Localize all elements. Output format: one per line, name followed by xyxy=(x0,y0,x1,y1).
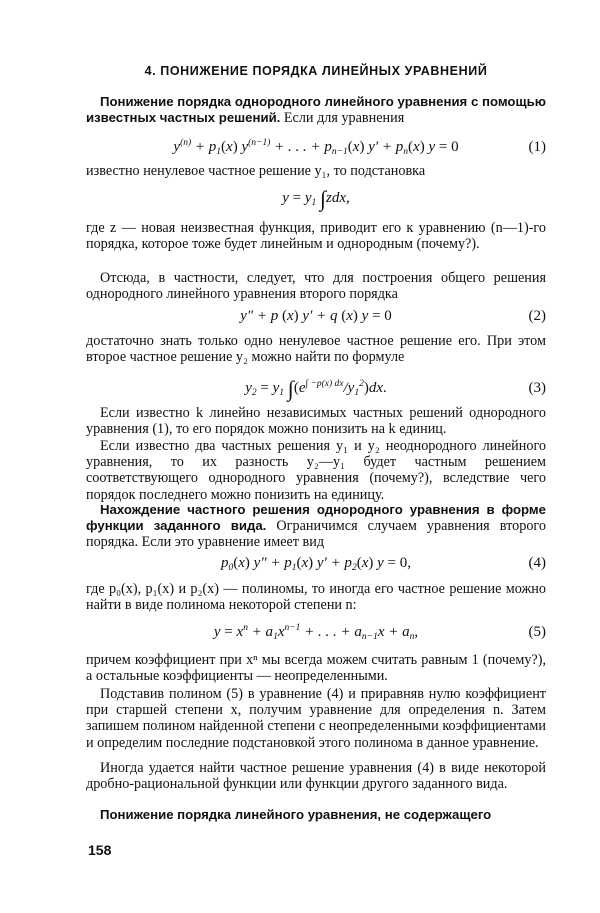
equation-4-body: $p_0(x) y'' + p_1(x) y' + p_2(x) y = 0$, xyxy=(221,555,411,573)
substitution-formula-body: $y = y_1$ ∫zdx, xyxy=(282,186,350,211)
paragraph-3 xyxy=(86,220,546,252)
subheading-order-reduction: Понижение порядка линейного уравнения, не содержащего xyxy=(100,807,492,822)
paragraph-3-text: где z — новая неизвестная функция, приводит его к уравнению (n—1)-го порядка, которое тоже будет линейным и однородным (почему?). xyxy=(86,220,546,253)
paragraph-11-text: Подставив полином (5) в уравнение (4) и приравняв нулю коэффициент при старшей степени x, получим уравнение для определения n. Затем запишем полином найденной степени с неопределенными коэффициентами и определим последние подстановкой этого полинома в данное уравнение. xyxy=(86,686,546,751)
paragraph-4-text: Отсюда, в частности, следует, что для построения общего решения однородного линейного уравнения второго порядка xyxy=(86,270,546,303)
equation-5-number: (5) xyxy=(528,624,546,640)
equation-1-body: $y^{(n)} + p_1(x) y^{(n-1)}$ + . . . + $p_{n-1}(x) y' + p_n(x) y = 0$ xyxy=(173,138,459,157)
paragraph-2 xyxy=(86,163,546,179)
paragraph-8-text: Ограничимся случаем уравнения второго порядка. Если это уравнение имеет вид xyxy=(86,518,546,551)
page-number: 158 xyxy=(88,842,112,858)
section-title: 4. ПОНИЖЕНИЕ ПОРЯДКА ЛИНЕЙНЫХ УРАВНЕНИЙ xyxy=(144,64,488,78)
equation-2-body: y″ + p (x) y′ + q (x) y = 0 xyxy=(240,308,392,324)
paragraph-11 xyxy=(86,686,546,751)
subheading-known-solutions: Понижение порядка однородного линейного уравнения с помощью известных частных решений. xyxy=(86,94,546,126)
paragraph-9 xyxy=(86,581,546,613)
equation-4 xyxy=(86,553,546,573)
paragraph-10 xyxy=(86,652,546,684)
paragraph-12 xyxy=(86,760,546,792)
paragraph-6 xyxy=(86,405,546,437)
paragraph-12-text: Иногда удается найти частное решение уравнения (4) в виде некоторой дробно-рациональной функции или функции другого заданного вида. xyxy=(86,760,546,793)
paragraph-9-text: где p₀(x), p₁(x) и p₂(x) — полиномы, то иногда его частное решение можно найти в виде полинома некоторой степени n: xyxy=(86,581,546,614)
equation-2-number: (2) xyxy=(528,308,546,324)
paragraph-10-text: причем коэффициент при xⁿ мы всегда можем считать равным 1 (почему?), а остальные коэффициенты — неопределенными. xyxy=(86,652,546,685)
paragraph-5 xyxy=(86,333,546,365)
equation-4-number: (4) xyxy=(528,555,546,571)
paragraph-6-text: Если известно k линейно независимых частных решений однородного уравнения (1), то его порядок можно понизить на k единиц. xyxy=(86,405,546,438)
equation-3-number: (3) xyxy=(528,380,546,396)
paragraph-7 xyxy=(86,438,546,503)
paragraph-7-text: Если известно два частных решения y₁ и y₂ неоднородного линейного уравнения, то их разность y₂—y₁ будет частным решением соответствующего однородного уравнения (почему?), вследствие чего порядок последнего можно понизить на единицу. xyxy=(86,438,546,503)
equation-1 xyxy=(86,137,546,157)
equation-5 xyxy=(86,622,546,642)
equation-3-body: $y_2 = y_1$ $\int(e^{\int -p(x) dx}/y_1^2)dx$. xyxy=(245,376,387,401)
paragraph-5-text: достаточно знать только одно ненулевое частное решение его. При этом второе частное решение y₂ можно найти по формуле xyxy=(86,333,546,366)
equation-1-number: (1) xyxy=(528,139,546,155)
equation-3 xyxy=(86,376,546,401)
paragraph-1-text: Если для уравнения xyxy=(283,110,405,127)
equation-2 xyxy=(86,306,546,326)
subheading-given-form: Нахождение частного решения однородного уравнения в форме функции заданного вида. xyxy=(86,502,546,534)
paragraph-13 xyxy=(86,807,546,823)
substitution-formula xyxy=(86,186,546,211)
paragraph-8 xyxy=(86,502,546,551)
paragraph-4 xyxy=(86,270,546,302)
equation-5-body: $y = x^n + a_1x^{n-1}$ + . . . + $a_{n-1}x + a_n$, xyxy=(213,623,419,642)
paragraph-1 xyxy=(86,94,546,126)
paragraph-2-text: известно ненулевое частное решение y₁, то подстановка xyxy=(86,163,426,179)
